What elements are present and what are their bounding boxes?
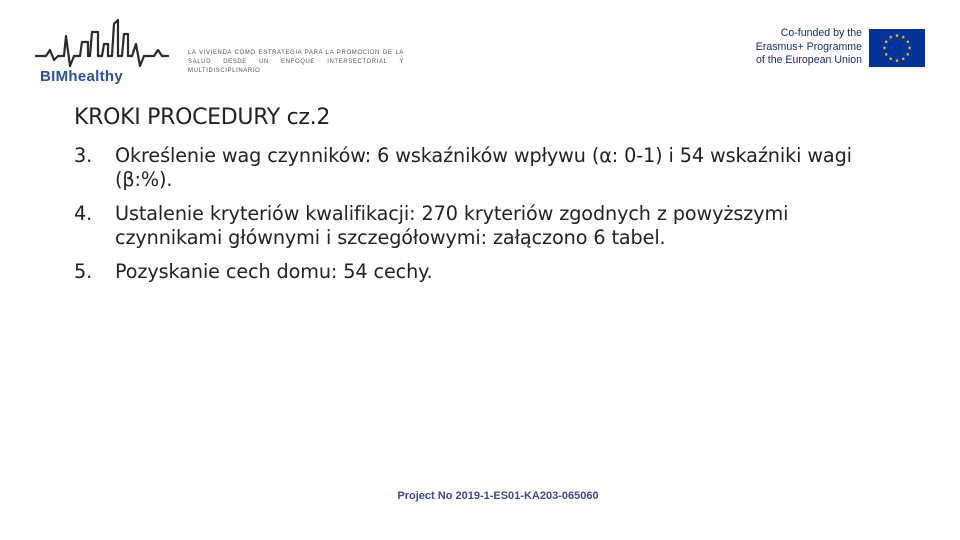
step-number: 5. bbox=[74, 259, 93, 283]
heartbeat-skyline-icon bbox=[36, 20, 168, 66]
step-text: Określenie wag czynników: 6 wskaźników wpływu (α: 0-1) i 54 wskaźniki wagi (β:%). bbox=[115, 144, 852, 192]
bimhealthy-logo bbox=[32, 14, 172, 86]
eu-funding-line-1: Co-funded by the bbox=[780, 27, 862, 39]
eu-funding-statement bbox=[738, 27, 862, 68]
logo-wordmark: BIMhealthy bbox=[40, 68, 124, 85]
eu-funding-line-2: Erasmus+ Programme bbox=[755, 40, 862, 53]
project-tagline: LA VIVIENDA COMO ESTRATEGIA PARA LA PROMOCION DE LA SALUD DESDE UN ENFOQUE INTERSECTORIAL Y MULTIDISCIPLINARIO bbox=[188, 50, 404, 74]
procedure-steps-list bbox=[74, 144, 864, 293]
procedure-step bbox=[74, 202, 864, 251]
eu-flag-icon bbox=[869, 29, 925, 67]
step-number: 3. bbox=[74, 144, 93, 167]
procedure-step bbox=[74, 144, 864, 193]
step-text: Pozyskanie cech domu: 54 cechy. bbox=[115, 259, 433, 283]
step-text: Ustalenie kryteriów kwalifikacji: 270 kryteriów zgodnych z powyższymi czynnikami głównymi i szczegółowymi: załączono 6 tabel. bbox=[115, 201, 789, 250]
slide-title: KROKI PROCEDURY cz.2 bbox=[74, 105, 331, 130]
project-number-footer: Project No 2019-1-ES01-KA203-065060 bbox=[397, 490, 599, 502]
procedure-step bbox=[74, 260, 864, 284]
eu-funding-line-3: of the European Union bbox=[755, 54, 862, 66]
step-number: 4. bbox=[74, 201, 93, 225]
